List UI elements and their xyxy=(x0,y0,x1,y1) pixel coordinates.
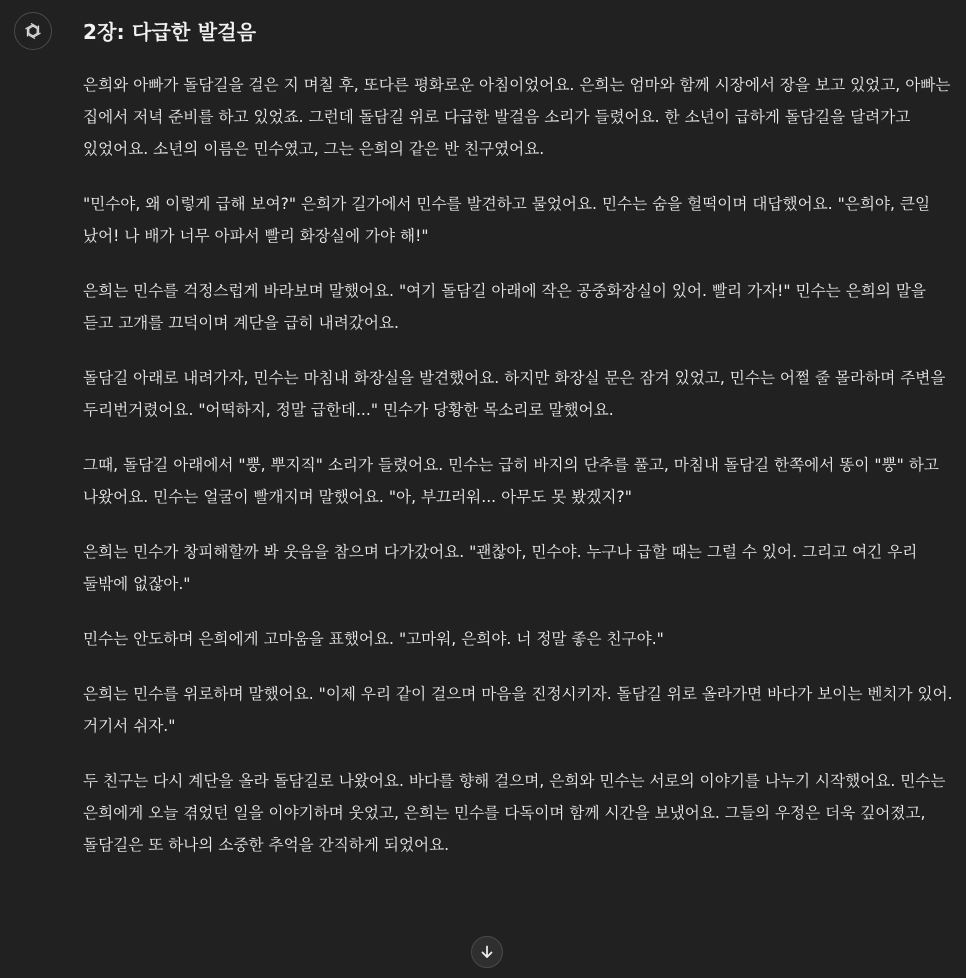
story-heading: 2장: 다급한 발걸음 xyxy=(83,20,257,44)
story-paragraph: 은희와 아빠가 돌담길을 걸은 지 며칠 후, 또다른 평화로운 아침이었어요. 은희는 엄마와 함께 시장에서 장을 보고 있었고, 아빠는 집에서 저녁 준비를 하고 있었죠. 그런데 돌담길 위로 다급한 발걸음 소리가 들렸어요. 한 소년이 급하게 돌담길을 달려가고 있었어요. 소년의 이름은 민수였고, 그는 은희의 같은 반 친구였어요. xyxy=(83,76,951,158)
story-paragraph: 민수는 안도하며 은희에게 고마움을 표했어요. "고마워, 은희야. 너 정말 좋은 친구야." xyxy=(83,630,664,648)
story-paragraph: 은희는 민수를 걱정스럽게 바라보며 말했어요. "여기 돌담길 아래에 작은 공중화장실이 있어. 빨리 가자!" 민수는 은희의 말을 듣고 고개를 끄덕이며 계단을 급히 내려갔어요. xyxy=(83,282,926,332)
story-paragraph: 은희는 민수를 위로하며 말했어요. "이제 우리 같이 걸으며 마음을 진정시키자. 돌담길 위로 올라가면 바다가 보이는 벤치가 있어. 거기서 쉬자." xyxy=(83,685,953,735)
story-paragraph: 돌담길 아래로 내려가자, 민수는 마침내 화장실을 발견했어요. 하지만 화장실 문은 잠겨 있었고, 민수는 어쩔 줄 몰라하며 주변을 두리번거렸어요. "어떡하지, 정말 급한데..." 민수가 당황한 목소리로 말했어요. xyxy=(83,369,946,419)
assistant-avatar xyxy=(14,12,52,50)
story-paragraph: 두 친구는 다시 계단을 올라 돌담길로 나왔어요. 바다를 향해 걸으며, 은희와 민수는 서로의 이야기를 나누기 시작했어요. 민수는 은희에게 오늘 겪었던 일을 이야기하며 웃었고, 은희는 민수를 다독이며 함께 시간을 보냈어요. 그들의 우정은 더욱 깊어졌고, 돌담길은 또 하나의 소중한 추억을 간직하게 되었어요. xyxy=(83,772,946,854)
story-paragraph: 은희는 민수가 창피해할까 봐 웃음을 참으며 다가갔어요. "괜찮아, 민수야. 누구나 급할 때는 그럴 수 있어. 그리고 여긴 우리 둘밖에 없잖아." xyxy=(83,543,918,593)
scroll-to-bottom-button[interactable] xyxy=(471,936,503,968)
openai-logo-icon xyxy=(22,20,44,42)
assistant-message xyxy=(83,12,955,884)
story-paragraph: "민수야, 왜 이렇게 급해 보여?" 은희가 길가에서 민수를 발견하고 물었어요. 민수는 숨을 헐떡이며 대답했어요. "은희야, 큰일 났어! 나 배가 너무 아파서 빨리 화장실에 가야 해!" xyxy=(83,195,931,245)
arrow-down-icon xyxy=(479,944,495,960)
story-paragraph: 그때, 돌담길 아래에서 "뿡, 뿌지직" 소리가 들렸어요. 민수는 급히 바지의 단추를 풀고, 마침내 돌담길 한쪽에서 똥이 "뿡" 하고 나왔어요. 민수는 얼굴이 빨개지며 말했어요. "아, 부끄러워... 아무도 못 봤겠지?" xyxy=(83,456,939,506)
